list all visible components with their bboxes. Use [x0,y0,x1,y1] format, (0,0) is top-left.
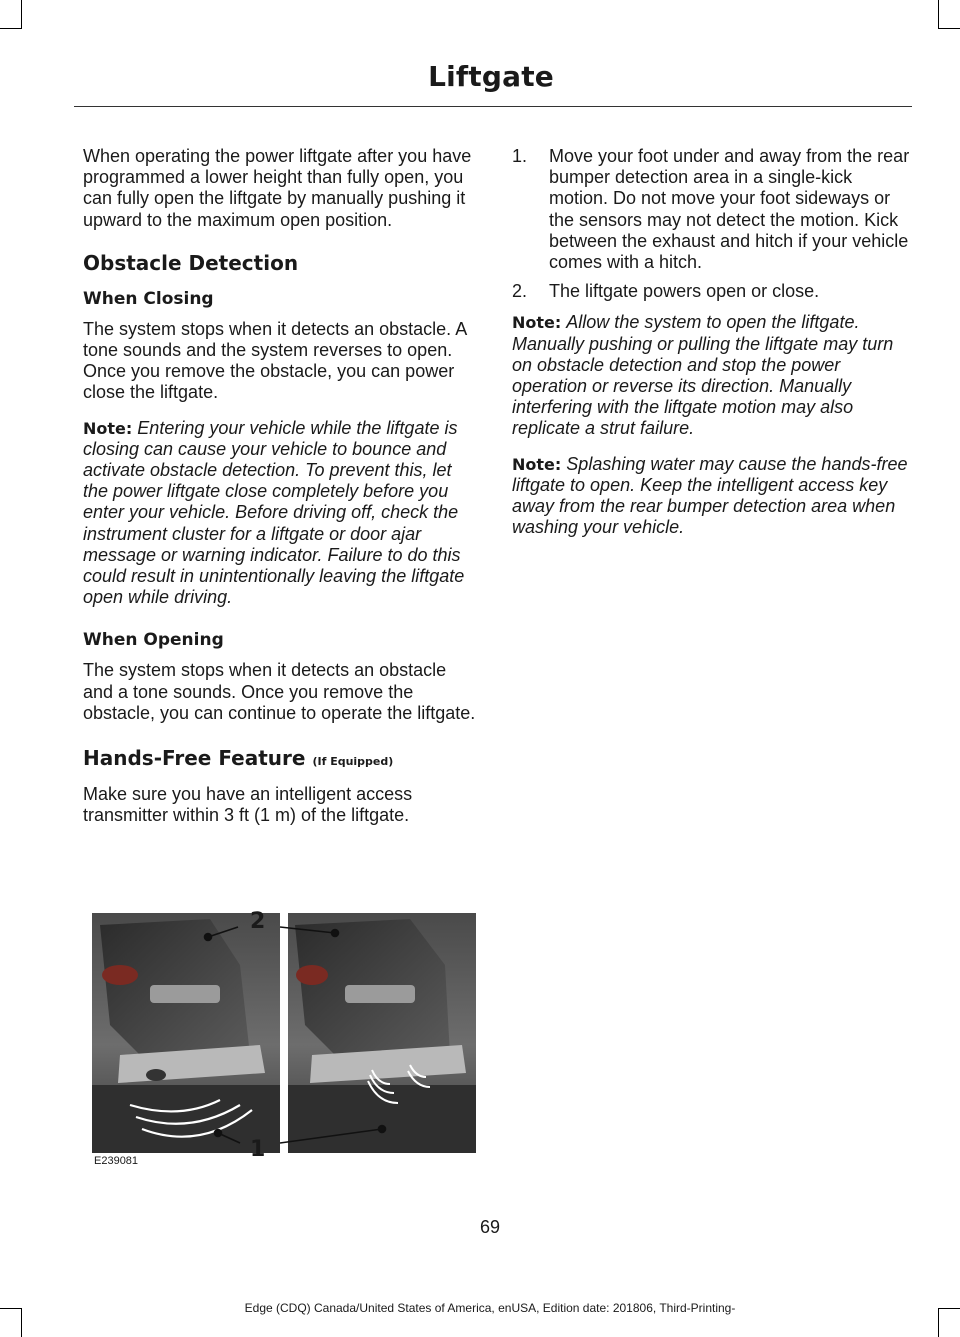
callout-2: 2 [250,909,266,934]
note-label: Note: [512,454,562,474]
step-number: 2. [512,281,528,302]
note-text: Allow the system to open the liftgate. Manually pushing or pulling the liftgate may turn on obstacle detection and stop the power operation or reverse its direction. Manually interfering with the liftgate motion may also replicate a strut failure. [512,312,894,439]
crop-mark [938,0,939,29]
callout-1: 1 [250,1137,266,1162]
step-number: 1. [512,146,528,166]
closing-paragraph: The system stops when it detects an obstacle. A tone sounds and the system reverses to open. Once you remove the obstacle, you can power close the liftgate. [83,318,467,403]
opening-paragraph: The system stops when it detects an obstacle and a tone sounds. Once you remove the obstacle, you can continue to operate the liftgate. [83,660,476,723]
crop-mark [21,0,22,29]
left-panel [92,913,280,1153]
list-item [512,146,912,273]
left-column [83,146,479,840]
liftgate-figure-svg [90,905,476,1155]
figure-id-label: E239081 [94,1155,139,1167]
step-text: Move your foot under and away from the rear bumper detection area in a single-kick motion. Do not move your foot sideways or the sensors may not detect the motion. Kick between the exhaust and hitch if your vehicle comes with a hitch. [549,146,910,273]
when-opening-heading: When Opening [83,630,224,651]
crop-mark [938,28,960,29]
right-panel [288,913,476,1153]
hands-free-heading [83,746,479,770]
steps-list [512,146,912,302]
hands-free-paragraph: Make sure you have an intelligent access transmitter within 3 ft (1 m) of the liftgate. [83,784,413,826]
note-label: Note: [512,313,562,333]
note-text: Splashing water may cause the hands-free liftgate to open. Keep the intelligent access key away from the rear bumper detection area when washing your vehicle. [512,453,908,538]
liftgate-illustration [90,905,476,1175]
note-text: Entering your vehicle while the liftgate is closing can cause your vehicle to bounce and activate obstacle detection. To prevent this, let the power liftgate close completely before you enter your vehicle. Before driving off, check the instrument cluster for a liftgate or door ajar message or warning indicator. Failure to do this could result in unintentionally leaving the liftgate open while driving. [83,417,465,608]
crop-mark [0,28,21,29]
step-text: The liftgate powers open or close. [549,281,820,302]
page-title: Liftgate [428,60,554,93]
note-closing [83,418,479,609]
when-closing-heading: When Closing [83,288,214,309]
right-column [512,146,912,552]
note-label: Note: [83,418,133,438]
hands-free-title: Hands-Free Feature [83,746,306,771]
footer-text: Edge (CDQ) Canada/United States of America, enUSA, Edition date: 201806, Third-Printing- [244,1301,736,1315]
list-item [512,281,912,302]
header-divider [74,106,912,107]
if-equipped-label: (If Equipped) [312,755,394,769]
intro-paragraph: When operating the power liftgate after you have programmed a lower height than fully open, you can fully open the liftgate by manually pushing it upward to the maximum open position. [83,146,472,230]
obstacle-detection-heading: Obstacle Detection [83,250,299,275]
note-splashing-water [512,454,912,539]
note-manual-interference [512,312,912,439]
page-number: 69 [479,1217,501,1237]
